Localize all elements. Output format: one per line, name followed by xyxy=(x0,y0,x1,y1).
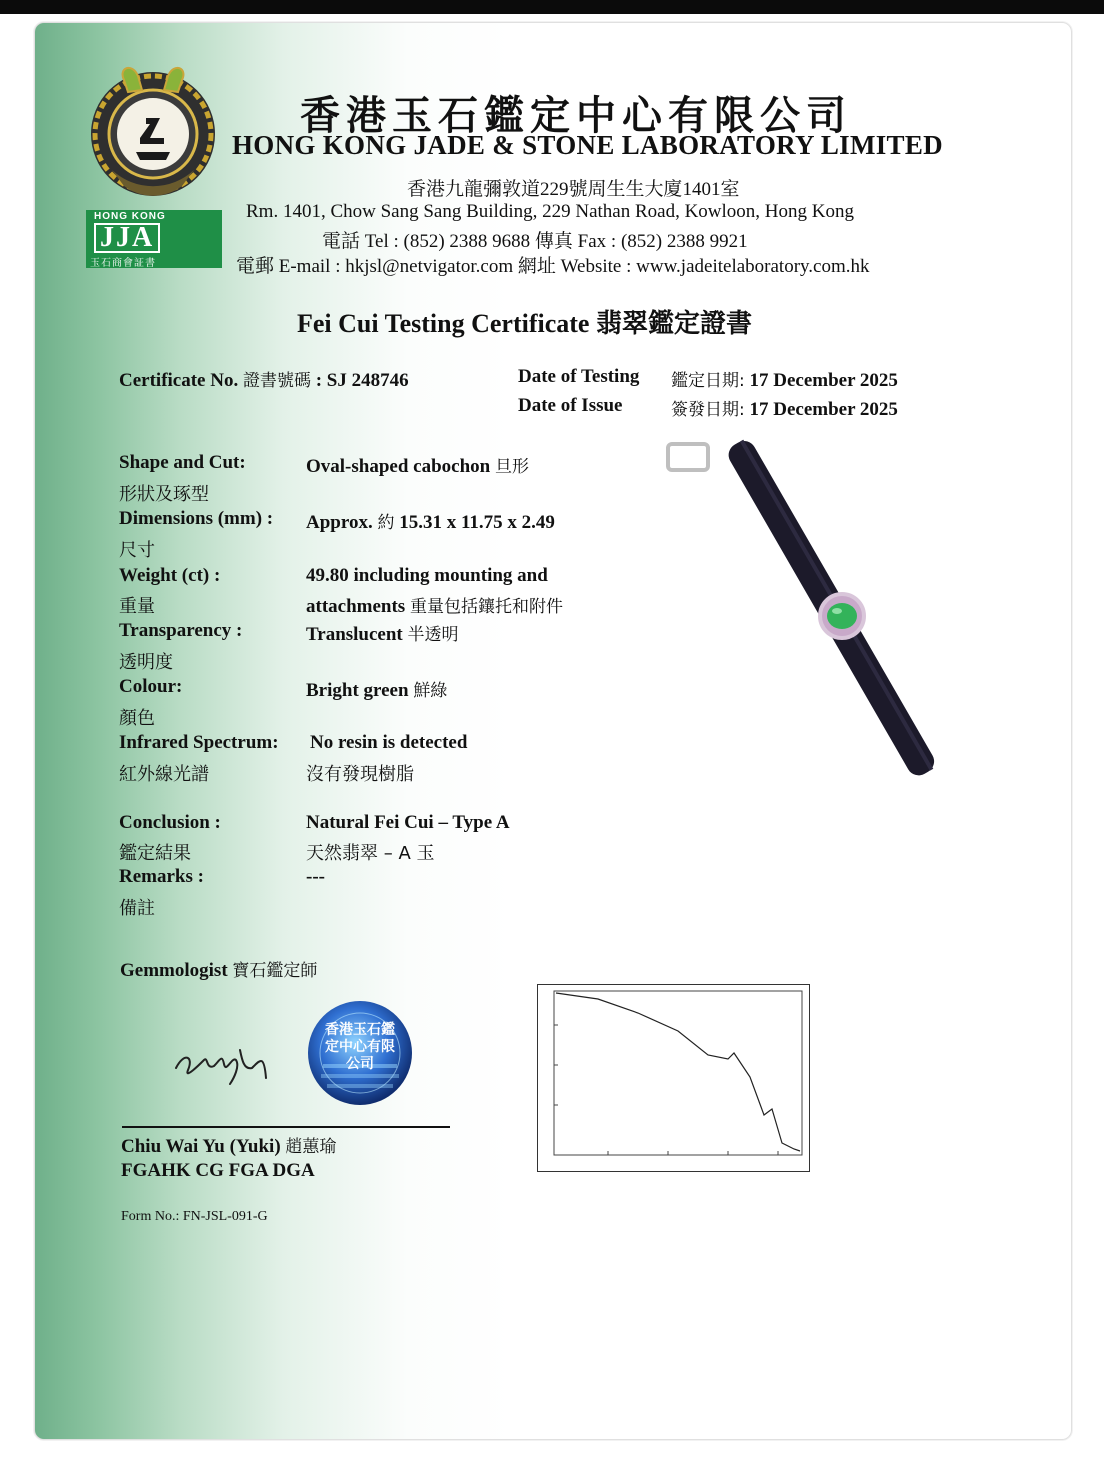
colour-label: Colour: xyxy=(119,676,183,697)
transparency-label-zh: 透明度 xyxy=(119,652,173,673)
dimensions-label: Dimensions (mm) : xyxy=(119,508,274,529)
infrared-label-zh: 紅外線光譜 xyxy=(119,764,209,785)
address-chinese: 香港九龍彌敦道229號周生生大廈1401室 xyxy=(407,179,740,200)
transparency-value-zh: 半透明 xyxy=(407,625,459,645)
gemmologist-name: Chiu Wai Yu (Yuki) xyxy=(121,1136,281,1157)
gemmologist-label: Gemmologist xyxy=(120,960,228,981)
date-of-testing-label: Date of Testing xyxy=(518,366,640,387)
colour-value-zh: 鮮綠 xyxy=(413,681,448,701)
shape-value-zh: 旦形 xyxy=(494,457,529,477)
lab-name-english: HONG KONG JADE & STONE LABORATORY LIMITED xyxy=(232,130,943,160)
date-of-testing-row xyxy=(671,366,898,392)
gemmologist-credentials: FGAHK CG FGA DGA xyxy=(121,1160,315,1181)
weight-label: Weight (ct) : xyxy=(119,565,221,586)
shape-value: Oval-shaped cabochon xyxy=(306,456,491,477)
gemmologist-label-zh: 寶石鑑定師 xyxy=(232,961,318,981)
dimensions-value-row xyxy=(306,508,555,534)
email-website-line: 電郵 E-mail : hkjsl@netvigator.com 網址 Website : www.jadeitelaboratory.com.hk xyxy=(236,256,870,277)
dimensions-label-zh: 尺寸 xyxy=(119,540,155,561)
certificate-number-label: Certificate No. xyxy=(119,370,239,391)
transparency-label: Transparency : xyxy=(119,620,243,641)
certificate-number-label-zh: 證書號碼 xyxy=(242,371,311,391)
handwritten-signature-icon xyxy=(170,1030,280,1090)
watch-strap-with-green-jadeite-photo xyxy=(648,436,1020,790)
gemmologist-name-zh: 趙蕙瑜 xyxy=(285,1137,337,1157)
weight-value-zh: 重量包括鑲托和附件 xyxy=(409,597,563,617)
date-of-issue-label-zh: 簽發日期: xyxy=(671,400,745,420)
weight-value-attachments: attachments xyxy=(306,596,406,617)
badge-top-text: HONG KONG xyxy=(94,211,166,222)
association-badge xyxy=(86,210,222,268)
shape-label: Shape and Cut: xyxy=(119,452,246,473)
lab-name-chinese: 香港玉石鑑定中心有限公司 xyxy=(300,92,852,139)
conclusion-label: Conclusion : xyxy=(119,812,221,833)
remarks-label-zh: 備註 xyxy=(119,898,155,919)
colour-label-zh: 顏色 xyxy=(119,708,155,729)
form-number: Form No.: FN-JSL-091-G xyxy=(121,1209,268,1224)
conclusion-value: Natural Fei Cui – Type A xyxy=(306,812,510,833)
certificate-number-value: : SJ 248746 xyxy=(315,370,409,391)
scan-top-edge xyxy=(0,0,1104,14)
weight-value-line-1: 49.80 including mounting and xyxy=(306,565,548,586)
hologram-seal-icon xyxy=(307,1000,413,1106)
hologram-text: 香港玉石鑑定中心有限公司 xyxy=(325,1022,395,1072)
certificate-number-row xyxy=(119,366,409,392)
gemmologist-row xyxy=(120,956,317,982)
weight-label-zh: 重量 xyxy=(119,596,155,617)
signature-line xyxy=(122,1126,450,1128)
weight-value-line-2 xyxy=(306,592,563,618)
colour-value-row xyxy=(306,676,447,702)
dimensions-approx: Approx. xyxy=(306,512,373,533)
transparency-value: Translucent xyxy=(306,624,403,645)
colour-value: Bright green xyxy=(306,680,409,701)
remarks-label: Remarks : xyxy=(119,866,204,887)
conclusion-value-zh: 天然翡翠 – A 玉 xyxy=(306,843,435,864)
infrared-value-zh: 沒有發現樹脂 xyxy=(306,764,414,785)
address-english: Rm. 1401, Chow Sang Sang Building, 229 Nathan Road, Kowloon, Hong Kong xyxy=(246,201,854,222)
date-of-issue-value: 17 December 2025 xyxy=(749,399,898,420)
infrared-spectrum-graph xyxy=(537,984,810,1172)
certificate-title: Fei Cui Testing Certificate 翡翠鑑定證書 xyxy=(297,309,752,338)
badge-bottom-text: 玉石商會証書 xyxy=(90,258,156,269)
remarks-value: --- xyxy=(306,866,325,887)
date-of-testing-label-zh: 鑑定日期: xyxy=(671,371,745,391)
gemmologist-name-row xyxy=(121,1132,336,1158)
jade-laboratory-seal-icon xyxy=(84,62,222,200)
conclusion-label-zh: 鑑定結果 xyxy=(119,843,191,864)
date-of-testing-value: 17 December 2025 xyxy=(749,370,898,391)
phone-fax-line: 電話 Tel : (852) 2388 9688 傳真 Fax : (852) 2388 9921 xyxy=(322,231,748,252)
shape-value-row xyxy=(306,452,529,478)
infrared-label: Infrared Spectrum: xyxy=(119,732,279,753)
dimensions-value: 15.31 x 11.75 x 2.49 xyxy=(399,512,555,533)
badge-mark: JJA xyxy=(94,223,160,253)
shape-label-zh: 形狀及琢型 xyxy=(119,484,209,505)
transparency-value-row xyxy=(306,620,459,646)
date-of-issue-row xyxy=(671,395,898,421)
infrared-value: No resin is detected xyxy=(310,732,468,753)
dimensions-approx-zh: 約 xyxy=(377,513,395,533)
date-of-issue-label: Date of Issue xyxy=(518,395,623,416)
